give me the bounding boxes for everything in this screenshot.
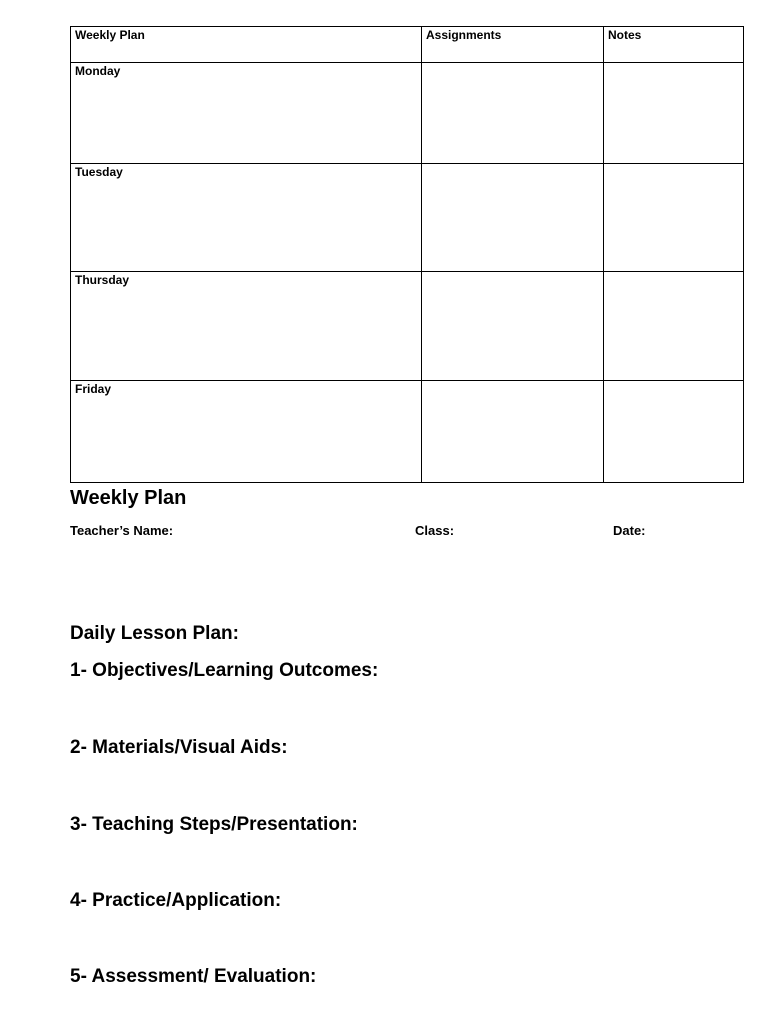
table-row (71, 381, 744, 483)
column-header-notes: Notes (604, 27, 744, 63)
table-row (71, 272, 744, 381)
class-label: Class: (415, 523, 455, 538)
assignments-cell[interactable] (422, 164, 604, 272)
column-header-assignments: Assignments (422, 27, 604, 63)
day-cell-friday: Friday (71, 381, 422, 483)
column-header-weekly-plan: Weekly Plan (71, 27, 422, 63)
notes-cell[interactable] (604, 63, 744, 164)
section-teaching-steps: 3- Teaching Steps/Presentation: (70, 814, 358, 835)
section-materials: 2- Materials/Visual Aids: (70, 737, 288, 758)
assignments-cell[interactable] (422, 272, 604, 381)
assignments-cell[interactable] (422, 63, 604, 164)
notes-cell[interactable] (604, 381, 744, 483)
day-cell-monday: Monday (71, 63, 422, 164)
day-cell-thursday: Thursday (71, 272, 422, 381)
date-label: Date: (613, 523, 646, 538)
teacher-name-label: Teacher’s Name: (70, 523, 174, 538)
day-cell-tuesday: Tuesday (71, 164, 422, 272)
section-objectives: 1- Objectives/Learning Outcomes: (70, 660, 379, 681)
table-row (71, 164, 744, 272)
notes-cell[interactable] (604, 164, 744, 272)
assignments-cell[interactable] (422, 381, 604, 483)
table-row (71, 63, 744, 164)
section-assessment: 5- Assessment/ Evaluation: (70, 966, 317, 987)
notes-cell[interactable] (604, 272, 744, 381)
weekly-plan-table (70, 26, 744, 483)
page-title: Weekly Plan (70, 487, 187, 509)
daily-lesson-plan-heading: Daily Lesson Plan: (70, 623, 239, 644)
table-header-row (71, 27, 744, 63)
section-practice: 4- Practice/Application: (70, 890, 282, 911)
